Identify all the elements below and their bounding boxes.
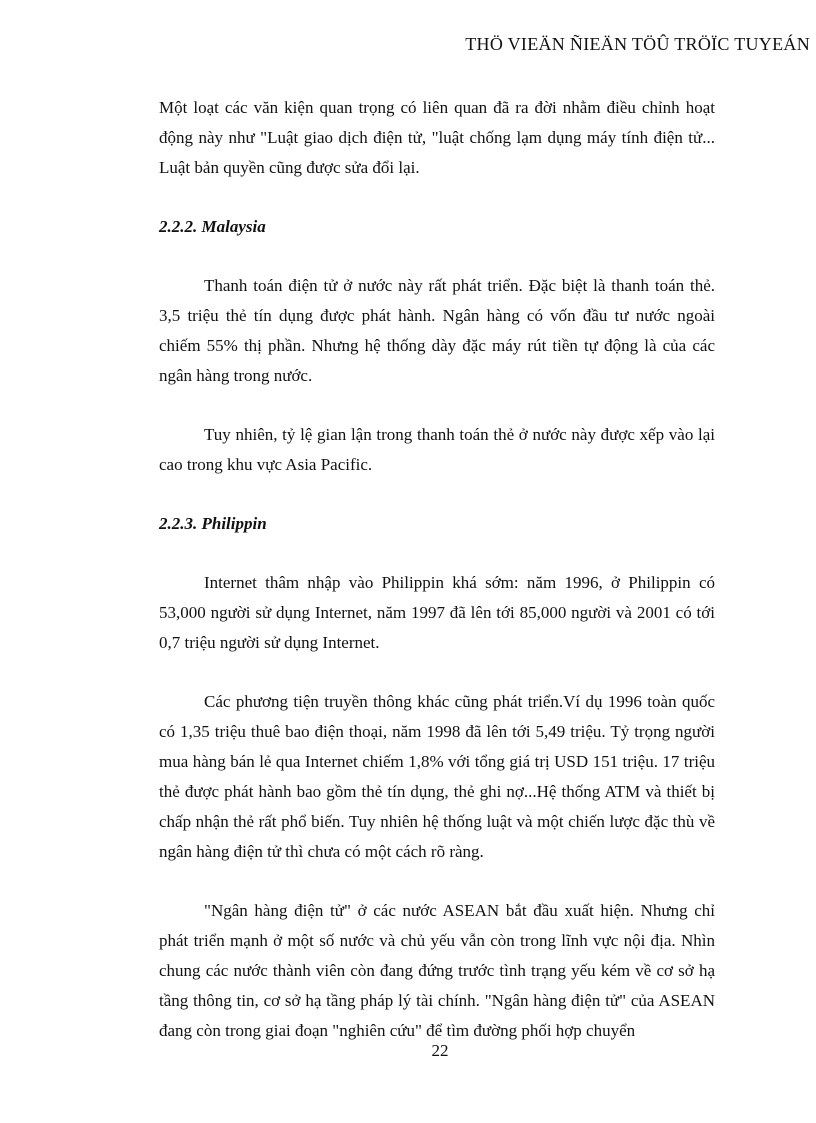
page-number: 22 [431,1041,449,1060]
intro-paragraph: Một loạt các văn kiện quan trọng có liên quan đã ra đời nhằm điều chỉnh hoạt động này như "Luật giao dịch điện tử, "luật chống lạm dụng máy tính điện tử... Luật bản quyền cũng được sửa đổi lại. [159,98,715,177]
malaysia-paragraph-2: Tuy nhiên, tỷ lệ gian lận trong thanh toán thẻ ở nước này được xếp vào lại cao trong khu vực Asia Pacific. [159,425,715,474]
philippin-paragraph-1: Internet thâm nhập vào Philippin khá sớm: năm 1996, ở Philippin có 53,000 người sử dụng Internet, năm 1997 đã lên tới 85,000 người và 2001 có tới 0,7 triệu người sử dụng Internet. [159,573,715,652]
malaysia-paragraph-1: Thanh toán điện tử ở nước này rất phát triển. Đặc biệt là thanh toán thẻ. 3,5 triệu thẻ tín dụng được phát hành. Ngân hàng có vốn đầu tư nước ngoài chiếm 55% thị phần. Nhưng hệ thống dày đặc máy rút tiền tự động là của các ngân hàng trong nước. [159,276,715,385]
philippin-paragraph-2: Các phương tiện truyền thông khác cũng phát triển.Ví dụ 1996 toàn quốc có 1,35 triệu thuê bao điện thoại, năm 1998 đã lên tới 5,49 triệu. Tỷ trọng người mua hàng bán lẻ qua Internet chiếm 1,8% với tổng giá trị USD 151 triệu. 17 triệu thẻ được phát hành bao gồm thẻ tín dụng, thẻ ghi nợ...Hệ thống ATM và thiết bị chấp nhận thẻ rất phổ biến. Tuy nhiên hệ thống luật và một chiến lược đặc thù về ngân hàng điện tử thì chưa có một cách rõ ràng. [159,692,715,861]
section-heading-malaysia: 2.2.2. Malaysia [159,217,266,236]
philippin-paragraph-3: "Ngân hàng điện tử" ở các nước ASEAN bắt đầu xuất hiện. Nhưng chỉ phát triển mạnh ở một số nước và chủ yếu vẫn còn trong lĩnh vực nội địa. Nhìn chung các nước thành viên còn đang đứng trước tình trạng yếu kém về cơ sở hạ tầng thông tin, cơ sở hạ tầng pháp lý tài chính. "Ngân hàng điện tử" của ASEAN đang còn trong giai đoạn "nghiên cứu" để tìm đường phối hợp chuyển [159,901,715,1040]
running-header-title: THÖ VIEÄN ÑIEÄN TÖÛ TRÖÏC TUYEÁN [465,34,810,54]
document-body [159,93,715,1075]
section-heading-philippin: 2.2.3. Philippin [159,514,267,533]
